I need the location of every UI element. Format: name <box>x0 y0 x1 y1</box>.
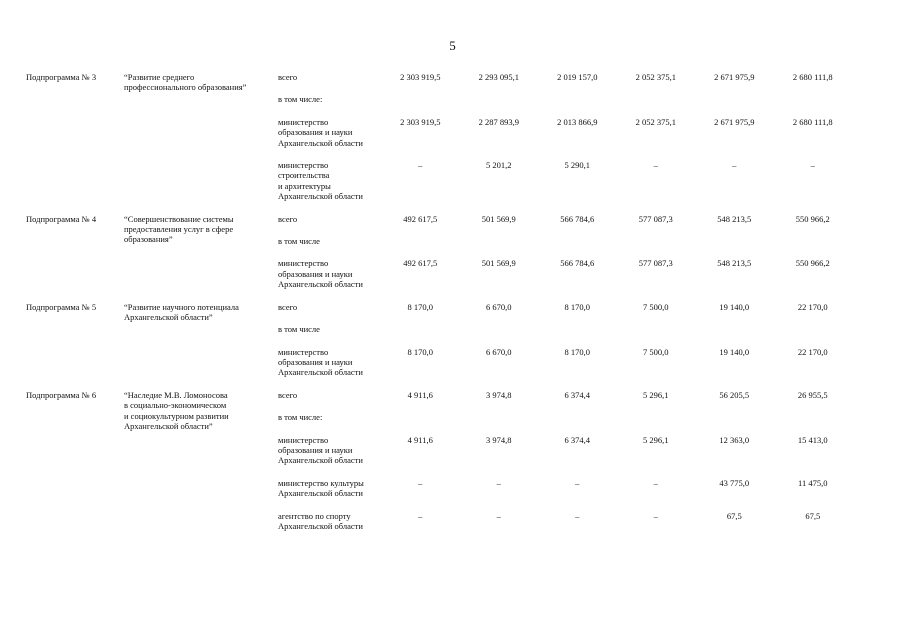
executor-line: всего <box>278 213 298 224</box>
executor-line: в том числе <box>278 324 320 335</box>
value-cell: – <box>418 160 423 171</box>
value-cell: 4 911,6 <box>407 434 433 445</box>
value-cell: 3 974,8 <box>486 389 512 400</box>
value-cell: 6 670,0 <box>486 301 512 312</box>
value-cell: 566 784,6 <box>560 258 595 269</box>
value-cell: 501 569,9 <box>481 213 516 224</box>
value-cell: 577 087,3 <box>638 258 673 269</box>
subprogram-name-line: предоставления услуг в сфере <box>124 224 234 235</box>
executor-line: образования и науки <box>278 268 353 279</box>
value-cell: 492 617,5 <box>403 213 438 224</box>
value-cell: 2 671 975,9 <box>714 72 755 82</box>
executor-cell <box>278 117 381 148</box>
value-cell <box>538 94 617 104</box>
value-cell: – <box>575 477 580 488</box>
table-row <box>278 214 876 224</box>
executor-cell <box>278 258 381 289</box>
value-cell: 8 170,0 <box>564 301 590 312</box>
value-cell <box>381 324 460 334</box>
value-cell: 6 670,0 <box>486 346 512 357</box>
value-cell <box>695 236 774 246</box>
page-number: 5 <box>449 38 456 53</box>
value-cell: – <box>575 510 580 521</box>
subprogram-name-line: и социокультурном развитии <box>124 410 229 421</box>
executor-line: Архангельской области <box>278 191 363 202</box>
subprogram-rows <box>278 214 876 290</box>
value-cell: 566 784,6 <box>560 213 595 224</box>
executor-line: и архитектуры <box>278 180 331 191</box>
value-cell: 11 475,0 <box>798 477 828 488</box>
executor-cell <box>278 94 381 104</box>
executor-cell <box>278 478 381 499</box>
subprogram-rows <box>278 390 876 532</box>
value-cell: – <box>732 160 737 171</box>
value-cell: – <box>810 160 815 171</box>
value-cell <box>381 94 460 104</box>
subprogram-label: Подпрограмма № 3 <box>26 72 97 82</box>
value-cell: 2 019 157,0 <box>557 72 598 82</box>
executor-line: министерство <box>278 434 329 445</box>
value-cell <box>460 412 539 422</box>
value-cell <box>538 324 617 334</box>
value-cell: – <box>653 510 658 521</box>
table-row <box>278 324 876 334</box>
value-cell: 2 052 375,1 <box>635 116 676 127</box>
table-row <box>278 72 876 82</box>
value-cell <box>695 324 774 334</box>
table-row <box>278 478 876 499</box>
executor-cell <box>278 236 381 246</box>
executor-line: всего <box>278 301 298 312</box>
value-cell: 56 205,5 <box>719 389 750 400</box>
table-row <box>278 302 876 312</box>
table-row <box>278 435 876 466</box>
executor-line: образования и науки <box>278 356 353 367</box>
subprogram-name <box>124 214 278 290</box>
executor-line: министерство культуры <box>278 477 364 488</box>
subprogram-block <box>26 390 876 532</box>
value-cell: 4 911,6 <box>407 389 433 400</box>
value-cell: 5 201,2 <box>486 160 512 171</box>
executor-cell <box>278 511 381 532</box>
value-cell <box>381 236 460 246</box>
value-cell: – <box>496 510 501 521</box>
subprogram-rows <box>278 302 876 378</box>
subprogram-name-line: “Развитие среднего <box>124 72 195 82</box>
value-cell: – <box>418 510 423 521</box>
value-cell: 3 974,8 <box>486 434 512 445</box>
executor-line: Архангельской области <box>278 367 363 378</box>
subprogram-name-line: “Развитие научного потенциала <box>124 301 239 312</box>
executor-line: Архангельской области <box>278 520 363 531</box>
subprogram-name-line: “Совершенствование системы <box>124 213 234 224</box>
value-cell <box>774 412 853 422</box>
table-row <box>278 258 876 289</box>
value-cell: 2 287 893,9 <box>478 116 519 127</box>
executor-line: Архангельской области <box>278 455 363 466</box>
executor-line: всего <box>278 389 298 400</box>
executor-cell <box>278 412 381 422</box>
executor-line: министерство <box>278 346 329 357</box>
value-cell: 8 170,0 <box>564 346 590 357</box>
value-cell: – <box>653 477 658 488</box>
value-cell: 2 052 375,1 <box>635 72 676 82</box>
value-cell: 492 617,5 <box>403 258 438 269</box>
value-cell <box>617 412 696 422</box>
value-cell: 7 500,0 <box>643 346 669 357</box>
subprogram-name-line: образования” <box>124 234 173 245</box>
table-row <box>278 390 876 400</box>
value-cell: 15 413,0 <box>797 434 828 445</box>
value-cell: 5 290,1 <box>564 160 590 171</box>
table-row <box>278 160 876 202</box>
table-row <box>278 412 876 422</box>
executor-line: строительства <box>278 170 330 181</box>
value-cell <box>774 324 853 334</box>
executor-line: в том числе: <box>278 412 323 423</box>
value-cell: 548 213,5 <box>717 258 752 269</box>
value-cell: 26 955,5 <box>797 389 828 400</box>
value-cell <box>695 412 774 422</box>
executor-cell <box>278 324 381 334</box>
value-cell: 12 363,0 <box>719 434 750 445</box>
executor-cell <box>278 347 381 378</box>
value-cell: 22 170,0 <box>797 346 828 357</box>
value-cell <box>617 94 696 104</box>
value-cell <box>381 412 460 422</box>
executor-cell <box>278 302 381 312</box>
value-cell: 7 500,0 <box>643 301 669 312</box>
executor-line: министерство <box>278 258 329 269</box>
executor-line: образования и науки <box>278 444 353 455</box>
executor-line: Архангельской области <box>278 279 363 290</box>
value-cell: 5 296,1 <box>643 434 669 445</box>
value-cell <box>774 236 853 246</box>
value-cell <box>774 94 853 104</box>
subprogram-name-line: “Наследие М.В. Ломоносова <box>124 389 228 400</box>
executor-line: Архангельской области <box>278 137 363 148</box>
subprogram-name <box>124 72 278 202</box>
value-cell: 2 303 919,5 <box>400 116 441 127</box>
executor-line: министерство <box>278 160 329 171</box>
subprogram-name <box>124 390 278 532</box>
value-cell <box>617 324 696 334</box>
executor-cell <box>278 435 381 466</box>
value-cell <box>460 324 539 334</box>
value-cell: 8 170,0 <box>407 301 433 312</box>
executor-cell <box>278 390 381 400</box>
subprogram-name <box>124 302 278 378</box>
value-cell: 2 671 975,9 <box>714 116 755 127</box>
table-row <box>278 117 876 148</box>
value-cell: 5 296,1 <box>643 389 669 400</box>
executor-line: агентство по спорту <box>278 510 351 521</box>
value-cell: 550 966,2 <box>795 258 830 269</box>
table-row <box>278 347 876 378</box>
subprogram-rows <box>278 72 876 202</box>
subprogram-name-line: в социально-экономическом <box>124 400 227 411</box>
value-cell: 2 303 919,5 <box>400 72 441 82</box>
value-cell: 501 569,9 <box>481 258 516 269</box>
executor-cell <box>278 72 381 82</box>
executor-line: министерство <box>278 116 329 127</box>
subprogram-name-line: Архангельской области” <box>124 312 213 323</box>
executor-cell <box>278 214 381 224</box>
executor-line: всего <box>278 72 298 82</box>
subprogram-name-line: профессионального образования” <box>124 82 247 93</box>
subprogram-label: Подпрограмма № 4 <box>26 213 97 224</box>
value-cell: – <box>653 160 658 171</box>
executor-line: в том числе: <box>278 94 323 105</box>
value-cell: 2 013 866,9 <box>557 116 598 127</box>
value-cell: 6 374,4 <box>564 389 590 400</box>
subprogram-name-line: Архангельской области” <box>124 420 213 431</box>
value-cell: 67,5 <box>726 510 742 521</box>
value-cell: 22 170,0 <box>797 301 828 312</box>
value-cell: 6 374,4 <box>564 434 590 445</box>
value-cell <box>695 94 774 104</box>
subprogram-label: Подпрограмма № 5 <box>26 301 97 312</box>
executor-cell <box>278 160 381 202</box>
value-cell: 2 293 095,1 <box>478 72 519 82</box>
executor-line: в том числе <box>278 236 320 247</box>
value-cell: 550 966,2 <box>795 213 830 224</box>
value-cell: 19 140,0 <box>719 346 750 357</box>
subprogram-block <box>26 214 876 290</box>
value-cell: 19 140,0 <box>719 301 750 312</box>
value-cell: 548 213,5 <box>717 213 752 224</box>
financing-table <box>26 72 876 543</box>
value-cell: 43 775,0 <box>719 477 750 488</box>
value-cell: – <box>418 477 423 488</box>
value-cell: 8 170,0 <box>407 346 433 357</box>
value-cell: – <box>496 477 501 488</box>
table-row <box>278 511 876 532</box>
value-cell: 2 680 111,8 <box>792 72 833 82</box>
value-cell: 67,5 <box>805 510 821 521</box>
value-cell <box>538 236 617 246</box>
executor-line: образования и науки <box>278 127 353 138</box>
subprogram-block <box>26 302 876 378</box>
table-row <box>278 236 876 246</box>
subprogram-label: Подпрограмма № 6 <box>26 389 97 400</box>
value-cell: 577 087,3 <box>638 213 673 224</box>
executor-line: Архангельской области <box>278 488 363 499</box>
value-cell <box>538 412 617 422</box>
value-cell <box>460 236 539 246</box>
value-cell: 2 680 111,8 <box>792 116 833 127</box>
value-cell <box>460 94 539 104</box>
subprogram-block <box>26 72 876 202</box>
value-cell <box>617 236 696 246</box>
table-row <box>278 94 876 104</box>
